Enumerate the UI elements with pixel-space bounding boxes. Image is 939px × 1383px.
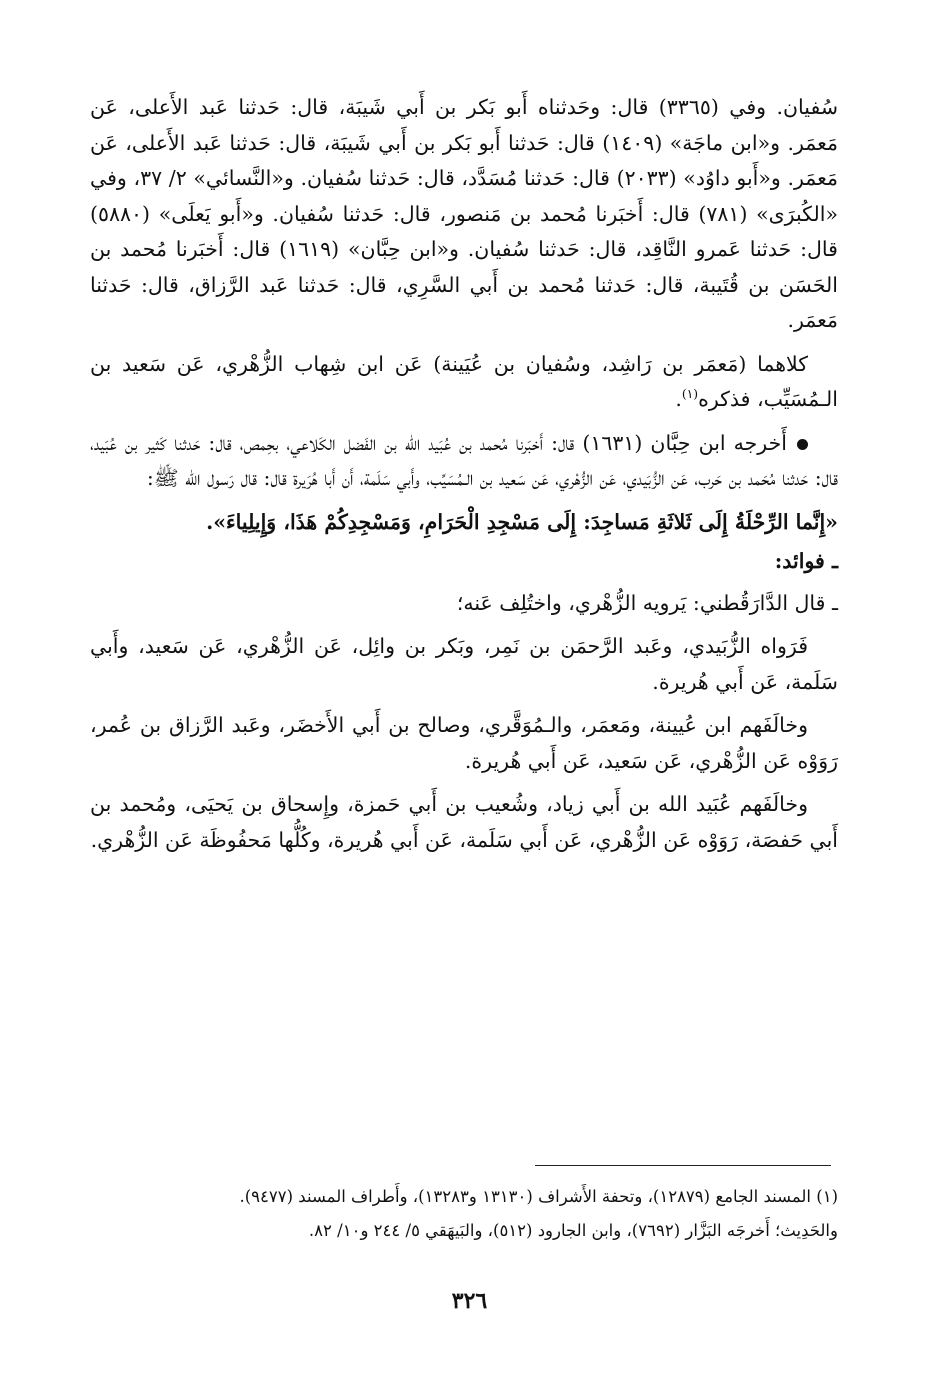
paragraph-ibn-hibban [90,426,838,497]
paragraph-daraqutni: ـ قال الدَّارَقُطني: يَرويه الزُّهْري، واختُلِف عَنه؛ [456,590,838,615]
paragraph-end-mark: . [675,387,682,411]
footnotes [90,1180,838,1248]
paragraph-zubaydi: فَرَواه الزُّبَيدي، وعَبد الرَّحمَن بن نَمِر، وبَكر بن وائِل، عَن الزُّهْري، عَن سَعيد، وأَبي سَلَمة، عَن أَبي هُريرة. [90,634,838,694]
bullet-icon [797,439,808,450]
main-text [90,90,838,866]
paragraph-isnad-sources: سُفيان. وفي (٣٣٦٥) قال: وحَدثناه أَبو بَكر بن أَبي شَيبَة، قال: حَدثنا عَبد الأَعلى، عَن مَعمَر. و«ابن ماجَة» (١٤٠٩) قال: حَدثنا أَبو بَكر بن أَبي شَيبَة، قال: حَدثنا عَبد الأَعلى، عَن مَعمَر. و«أَبو داوُد» (٢٠٣٣) قال: حَدثنا مُسَدَّد، قال: حَدثنا سُفيان. و«النَّسائي» ٢/ ٣٧، وفي «الكُبرَى» (٧٨١) قال: أَخبَرنا مُحمد بن مَنصور، قال: حَدثنا سُفيان. و«أَبو يَعلَى» (٥٨٨٠) قال: حَدثنا عَمرو النَّاقِد، قال: حَدثنا سُفيان. و«ابن حِبَّان» (١٦١٩) قال: أَخبَرنا مُحمد بن الحَسَن بن قُتَيبة، قال: حَدثنا مُحمد بن أَبي السَّرِي، قال: حَدثنا عَبد الرَّزاق، قال: حَدثنا مَعمَر. [90,95,838,332]
footnote-1-continuation: والحَدِيث؛ أَخرجَه البَزَّار (٧٦٩٢)، وابن الجارود (٥١٢)، والبَيهَقي ٥/ ٢٤٤ و١٠/ ٨٢. [308,1221,838,1240]
footnote-divider [535,1165,831,1166]
paragraph-ubaydullah: وخالَفَهم عُبَيد الله بن أَبي زياد، وشُعيب بن أَبي حَمزة، وإِسحاق بن يَحيَى، ومُحمد بن أَبي حَفصَة، رَوَوْه عَن الزُّهْري، عَن أَبي سَلَمة، عَن أَبي هُريرة، وكُلُّها مَحفُوظَة عَن الزُّهْري. [90,792,838,852]
paragraph-ibn-uyayna: وخالَفَهم ابن عُيينة، ومَعمَر، والـمُوَقَّري، وصالح بن أَبي الأَخضَر، وعَبد الرَّزاق بن عُمر، رَوَوْه عَن الزُّهْري، عَن سَعيد، عَن أَبي هُريرة. [90,713,838,773]
footnote-reference: (١) [681,387,699,402]
paragraph-both-narrators [90,347,838,418]
fawaid-heading: ـ فوائد: [774,549,838,573]
paragraph-ibn-hibban-text: أَخرجه ابن حِبَّان (١٦٣١) قال: أَخبَرنا مُحمد بن عُبَيد الله بن الفَضل الكَلاعي، بحِمص، قال: حَدثنا كَثير بن عُبَيد، قال: حَدثنا مُحَمد بن حَرب، عَن الزُّبَيدي، عَن الزُّهْري، عَن سَعيد بن الـمُسَيِّب، وأَبي سَلَمة، أَن أَبا هُرَيرة قال: قال رَسول الله ﷺ: [90,430,838,490]
footnote-1: (١) المسند الجامع (١٢٨٧٩)، وتحفة الأَشراف (١٣١٣٠ و١٣٢٨٣)، وأَطراف المسند (٩٤٧٧). [239,1187,838,1206]
paragraph-both-narrators-text: كلاهما (مَعمَر بن رَاشِد، وسُفيان بن عُيَينة) عَن ابن شِهاب الزُّهْري، عَن سَعيد بن الـمُسَيِّب، فذكره [90,351,838,411]
page-number: ٣٢٦ [451,1288,488,1314]
hadith-text: «إِنَّما الرِّحْلَةُ إِلَى ثَلاثَةِ مَساجِدَ: إِلَى مَسْجِدِ الْحَرَامِ، وَمَسْجِدِكُمْ هَذَا، وَإِيلِياءَ». [206,509,838,534]
